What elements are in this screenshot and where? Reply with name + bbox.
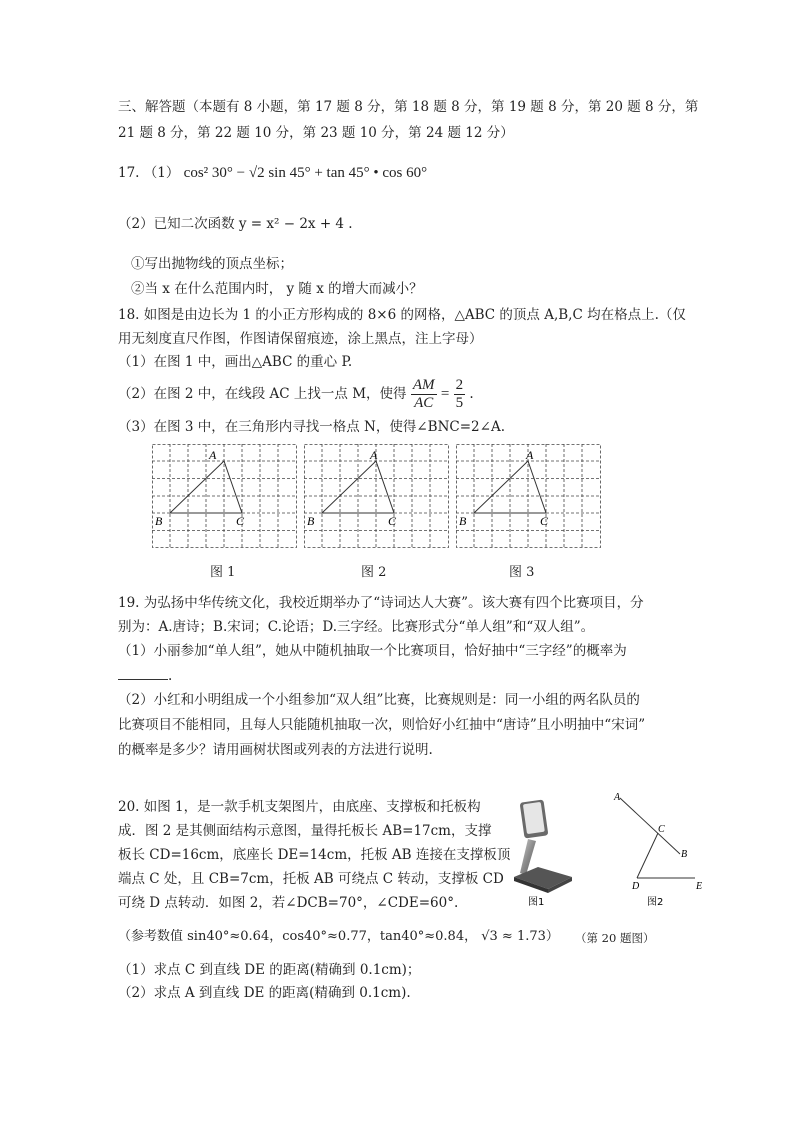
q20-line2: 成．图 2 是其侧面结构示意图，量得托板长 AB=17cm，支撑 xyxy=(118,823,492,839)
label-a: A xyxy=(526,448,534,462)
fraction-numerator: AM xyxy=(412,377,435,393)
caption-fig2: 图 2 xyxy=(361,565,387,580)
fraction-am-ac xyxy=(411,377,437,412)
grid-lines xyxy=(152,444,297,548)
segment-cd xyxy=(637,833,658,878)
fraction-two-fifths xyxy=(454,377,466,412)
section-header-line1: 三、解答题（本题有 8 小题，第 17 题 8 分，第 18 题 8 分，第 19 题 8 分，第 20 题 8 分，第 xyxy=(118,99,699,115)
q20-reference-values: （参考数值 sin40°≈0.64，cos40°≈0.77，tan40°≈0.84， √3 ≈ 1.73） xyxy=(118,929,559,944)
grid-figure-1 xyxy=(152,444,297,548)
grid-figure-3 xyxy=(456,444,601,548)
label-d: D xyxy=(632,881,640,892)
q20-part2: （2）求点 A 到直线 DE 的距离(精确到 0.1cm). xyxy=(118,985,411,1001)
q19-line1: 19. 为弘扬中华传统文化，我校近期举办了“诗词达人大赛”。该大赛有四个比赛项目，分 xyxy=(118,595,644,611)
q19-line4 xyxy=(118,666,172,686)
label-c: C xyxy=(658,824,665,835)
equals-sign: = xyxy=(440,386,450,402)
caption-fig3: 图 3 xyxy=(509,565,535,580)
q18-part2 xyxy=(118,376,474,412)
q18-line2: 用无刻度直尺作图，作图请保留痕迹，涂上黑点，注上字母） xyxy=(118,331,483,347)
q19-line6: 比赛项目不能相同，且每人只能随机抽取一次，则恰好小红抽中“唐诗”且小明抽中“宋词” xyxy=(118,717,646,733)
side-structure-diagram xyxy=(610,788,710,910)
label-c: C xyxy=(388,514,397,528)
q19-line5: （2）小红和小明组成一个小组参加“双人组”比赛，比赛规则是：同一小组的两名队员的 xyxy=(118,692,640,708)
q17-sub2: ②当 x 在什么范围内时， y 随 x 的增大而减小？ xyxy=(131,281,423,297)
q18-line1: 18. 如图是由边长为 1 的小正方形构成的 8×6 的网格，△ABC 的顶点 A,B,C 均在格点上.（仅 xyxy=(118,307,686,323)
label-c: C xyxy=(540,514,549,528)
caption-fig1: 图 1 xyxy=(210,565,236,580)
label-e: E xyxy=(696,881,703,892)
label-a: A xyxy=(370,448,378,462)
fraction-denominator: 5 xyxy=(455,395,464,411)
q19-line7: 的概率是多少？请用画树状图或列表的方法进行说明. xyxy=(118,742,433,758)
label-b: B xyxy=(459,514,467,528)
q20-line3: 板长 CD=16cm，底座长 DE=14cm，托板 AB 连接在支撑板顶 xyxy=(118,847,511,863)
q18-part1: （1）在图 1 中，画出△ABC 的重心 P. xyxy=(118,354,353,370)
label-b: B xyxy=(681,849,688,860)
q20-line5: 可绕 D 点转动．如图 2，若∠DCB=70°，∠CDE=60°. xyxy=(118,895,459,911)
grid-figure-2 xyxy=(304,444,449,548)
q20-part1: （1）求点 C 到直线 DE 的距离(精确到 0.1cm)； xyxy=(118,962,421,978)
q17-part1 xyxy=(118,163,427,183)
q17-part2: （2）已知二次函数 y = x² − 2x + 4 . xyxy=(118,216,353,232)
q17-sub1: ①写出抛物线的顶点坐标； xyxy=(131,256,293,272)
label-b: B xyxy=(155,514,163,528)
q17-part1-expression: cos² 30° − √2 sin 45° + tan 45° • cos 60° xyxy=(183,165,428,181)
label-c: C xyxy=(236,514,245,528)
phone-stand-photo xyxy=(498,795,588,907)
q20-line4: 端点 C 处，且 CB=7cm，托板 AB 可绕点 C 转动，支撑板 CD xyxy=(118,871,504,887)
label-a: A xyxy=(614,792,621,803)
q18-part3: （3）在图 3 中，在三角形内寻找一格点 N，使得∠BNC=2∠A. xyxy=(118,419,505,435)
answer-blank xyxy=(118,667,168,680)
q18-part2-suffix: . xyxy=(469,386,474,402)
segment-ab xyxy=(620,798,680,854)
fig1-caption: 图1 xyxy=(528,897,545,907)
section-header-line2: 21 题 8 分，第 22 题 10 分，第 23 题 10 分，第 24 题 12 分） xyxy=(118,125,514,141)
stand-holder xyxy=(520,800,549,839)
label-b: B xyxy=(307,514,315,528)
q17-part1-label: 17. （1） xyxy=(118,165,180,181)
q20-figure-note: （第 20 题图） xyxy=(575,931,655,945)
q19-line4-period: . xyxy=(168,668,173,684)
q20-line1: 20. 如图 1，是一款手机支架图片，由底座、支撑板和托板构 xyxy=(118,799,481,815)
fraction-numerator: 2 xyxy=(455,377,464,393)
fraction-denominator: AC xyxy=(414,395,434,411)
q18-part2-prefix: （2）在图 2 中，在线段 AC 上找一点 M，使得 xyxy=(118,386,407,402)
q19-line3: （1）小丽参加“单人组”，她从中随机抽取一个比赛项目，恰好抽中“三字经”的概率为 xyxy=(118,643,627,659)
q19-line2: 别为：A.唐诗；B.宋词；C.论语；D.三字经。比赛形式分“单人组”和“双人组”。 xyxy=(118,619,595,635)
fig2-caption: 图2 xyxy=(647,897,664,908)
label-a: A xyxy=(209,448,217,462)
